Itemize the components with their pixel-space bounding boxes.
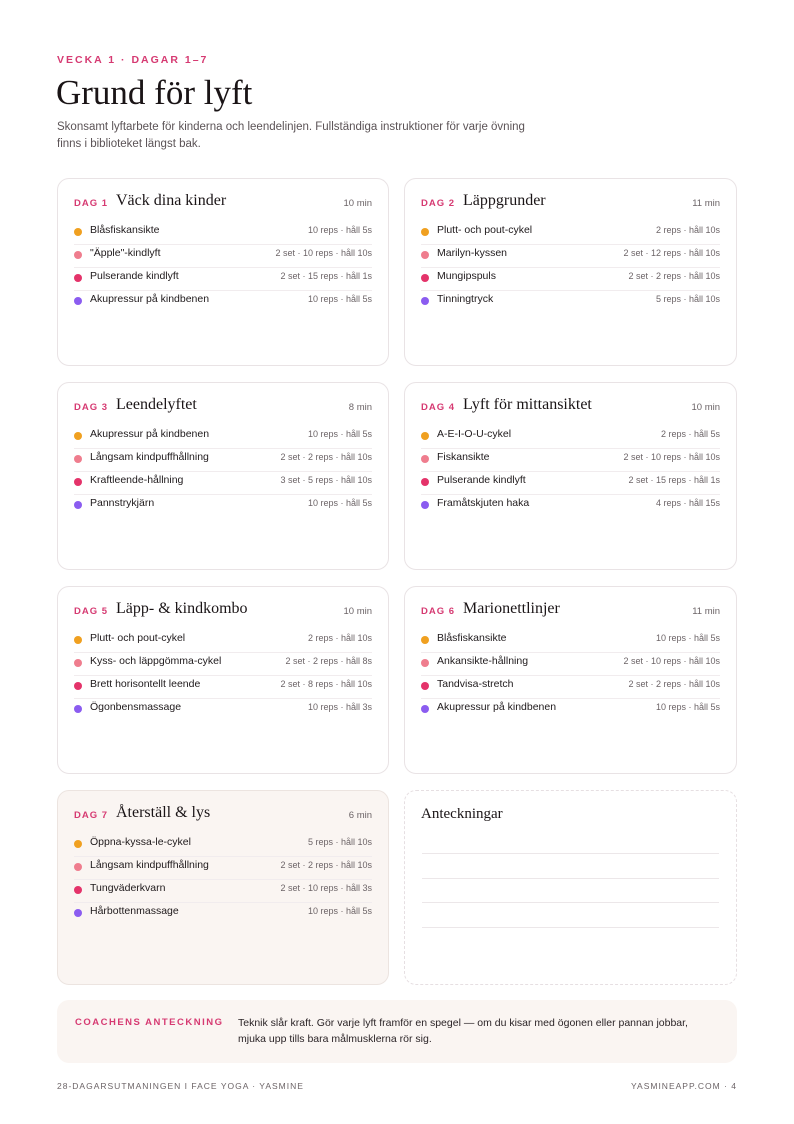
exercise-name: Ankansikte-hållning: [437, 655, 529, 667]
day-card-5: [57, 586, 389, 774]
exercise-spec: 10 reps · håll 5s: [655, 702, 720, 712]
day-tag: DAG 2: [421, 198, 456, 209]
day-title: Läpp- & kindkombo: [116, 600, 248, 617]
dot-magenta: [421, 478, 429, 486]
day-tag: DAG 5: [74, 606, 109, 617]
exercise-spec: 5 reps · håll 10s: [655, 294, 720, 304]
exercise-name: Kyss- och läppgömma-cykel: [90, 655, 222, 667]
exercise-name: Akupressur på kindbenen: [437, 701, 557, 713]
exercise-spec: 2 set · 15 reps · håll 1s: [280, 271, 372, 281]
exercise-row: [421, 699, 720, 722]
day-card-6: [404, 586, 737, 774]
exercise-row: [74, 291, 372, 314]
exercise-row: [74, 426, 372, 449]
dot-orange: [74, 432, 82, 440]
exercise-name: Långsam kindpuffhållning: [90, 859, 209, 871]
day-duration: 11 min: [692, 198, 720, 209]
day-card-4: [404, 382, 737, 570]
exercise-row: [74, 495, 372, 518]
notes-title: Anteckningar: [421, 806, 503, 822]
day-tag: DAG 6: [421, 606, 456, 617]
exercise-name: Pannstrykjärn: [90, 497, 155, 509]
exercise-row: [74, 268, 372, 291]
day-tag: DAG 4: [421, 402, 456, 413]
day-duration: 6 min: [348, 810, 372, 821]
page-title: Grund för lyft: [56, 73, 253, 112]
dot-purple: [421, 501, 429, 509]
day-duration: 10 min: [691, 402, 720, 413]
dot-orange: [421, 228, 429, 236]
exercise-name: Långsam kindpuffhållning: [90, 451, 209, 463]
day-title: Läppgrunder: [463, 192, 546, 209]
exercise-spec: 10 reps · håll 5s: [307, 225, 372, 235]
dot-purple: [74, 501, 82, 509]
note-line: [422, 853, 719, 854]
exercise-spec: 10 reps · håll 5s: [307, 498, 372, 508]
exercise-spec: 10 reps · håll 5s: [307, 906, 372, 916]
exercise-row: [74, 245, 372, 268]
exercise-name: Öppna-kyssa-le-cykel: [90, 836, 191, 848]
exercise-row: [74, 834, 372, 857]
exercise-spec: 2 reps · håll 10s: [307, 633, 372, 643]
exercise-row: [421, 676, 720, 699]
dot-purple: [421, 705, 429, 713]
exercise-name: Akupressur på kindbenen: [90, 293, 210, 305]
exercise-row: [421, 472, 720, 495]
dot-purple: [421, 297, 429, 305]
exercise-name: Akupressur på kindbenen: [90, 428, 210, 440]
dot-purple: [74, 705, 82, 713]
note-line: [422, 927, 719, 928]
exercise-spec: 2 set · 10 reps · håll 10s: [623, 656, 720, 666]
exercise-row: [74, 676, 372, 699]
coach-text: Teknik slår kraft. Gör varje lyft framför en spegel — om du kisar med ögonen eller pannan jobbar, mjuka upp tills bara målmusklerna rör sig.: [238, 1017, 688, 1045]
exercise-spec: 10 reps · håll 3s: [307, 702, 372, 712]
exercise-name: A-E-I-O-U-cykel: [437, 428, 512, 440]
day-title: Leendelyftet: [116, 396, 197, 413]
dot-orange: [421, 636, 429, 644]
exercise-name: Plutt- och pout-cykel: [90, 632, 186, 644]
day-card-3: [57, 382, 389, 570]
exercise-spec: 5 reps · håll 10s: [307, 837, 372, 847]
exercise-spec: 10 reps · håll 5s: [307, 429, 372, 439]
day-tag: DAG 1: [74, 198, 109, 209]
coach-label: COACHENS ANTECKNING: [75, 1017, 224, 1028]
exercise-name: Blåsfiskansikte: [90, 224, 160, 236]
exercise-row: [74, 880, 372, 903]
exercise-spec: 2 set · 2 reps · håll 10s: [628, 679, 720, 689]
day-card-2: [404, 178, 737, 366]
day-tag: DAG 3: [74, 402, 109, 413]
exercise-name: Marilyn-kyssen: [437, 247, 508, 259]
exercise-row: [421, 222, 720, 245]
exercise-row: [421, 426, 720, 449]
day-tag: DAG 7: [74, 810, 109, 821]
exercise-name: Mungipspuls: [437, 270, 496, 282]
exercise-row: [421, 291, 720, 314]
exercise-row: [421, 495, 720, 518]
exercise-row: [74, 653, 372, 676]
exercise-name: "Äpple"-kindlyft: [90, 247, 161, 259]
exercise-spec: 3 set · 5 reps · håll 10s: [280, 475, 372, 485]
exercise-name: Pulserande kindlyft: [90, 270, 179, 282]
exercise-row: [421, 245, 720, 268]
dot-magenta: [421, 274, 429, 282]
exercise-spec: 2 set · 15 reps · håll 1s: [628, 475, 720, 485]
dot-orange: [421, 432, 429, 440]
day-title: Marionettlinjer: [463, 600, 560, 617]
exercise-row: [74, 903, 372, 926]
exercise-name: Pulserande kindlyft: [437, 474, 526, 486]
day-card-1: [57, 178, 389, 366]
dot-pink: [74, 455, 82, 463]
notes-box[interactable]: [404, 790, 737, 985]
dot-magenta: [421, 682, 429, 690]
footer-left: 28-DAGARSUTMANINGEN I FACE YOGA · YASMINE: [57, 1081, 304, 1091]
day-title: Återställ & lys: [116, 804, 211, 821]
exercise-spec: 2 reps · håll 10s: [655, 225, 720, 235]
exercise-spec: 2 set · 2 reps · håll 10s: [280, 452, 372, 462]
exercise-name: Fiskansikte: [437, 451, 490, 463]
dot-pink: [74, 659, 82, 667]
exercise-name: Hårbottenmassage: [90, 905, 179, 917]
exercise-name: Ögonbensmassage: [90, 701, 182, 713]
note-line: [422, 902, 719, 903]
exercise-spec: 2 set · 2 reps · håll 10s: [280, 860, 372, 870]
exercise-row: [74, 472, 372, 495]
dot-purple: [74, 297, 82, 305]
dot-pink: [421, 455, 429, 463]
dot-magenta: [74, 886, 82, 894]
dot-magenta: [74, 478, 82, 486]
exercise-row: [74, 630, 372, 653]
day-title: Lyft för mittansiktet: [463, 396, 592, 413]
exercise-spec: 10 reps · håll 5s: [655, 633, 720, 643]
dot-pink: [421, 659, 429, 667]
exercise-name: Tungväderkvarn: [90, 882, 166, 894]
exercise-name: Blåsfiskansikte: [437, 632, 507, 644]
exercise-row: [74, 699, 372, 722]
exercise-spec: 2 set · 10 reps · håll 10s: [623, 452, 720, 462]
exercise-spec: 2 set · 8 reps · håll 10s: [280, 679, 372, 689]
day-card-7: [57, 790, 389, 985]
exercise-row: [421, 630, 720, 653]
exercise-spec: 2 set · 10 reps · håll 3s: [280, 883, 372, 893]
day-duration: 11 min: [692, 606, 720, 617]
exercise-spec: 4 reps · håll 15s: [655, 498, 720, 508]
exercise-name: Brett horisontellt leende: [90, 678, 201, 690]
dot-orange: [74, 636, 82, 644]
exercise-name: Plutt- och pout-cykel: [437, 224, 533, 236]
exercise-row: [421, 449, 720, 472]
exercise-row: [74, 857, 372, 880]
exercise-spec: 2 set · 12 reps · håll 10s: [623, 248, 720, 258]
exercise-row: [74, 222, 372, 245]
coach-note: [57, 1000, 737, 1063]
day-duration: 10 min: [343, 198, 372, 209]
note-line: [422, 878, 719, 879]
dot-orange: [74, 840, 82, 848]
footer-right: YASMINEAPP.COM · 4: [630, 1081, 737, 1091]
dot-orange: [74, 228, 82, 236]
exercise-name: Framåtskjuten haka: [437, 497, 530, 509]
dot-pink: [74, 863, 82, 871]
exercise-row: [74, 449, 372, 472]
day-duration: 8 min: [348, 402, 372, 413]
exercise-row: [421, 653, 720, 676]
page-intro: Skonsamt lyftarbete för kinderna och leendelinjen. Fullständiga instruktioner för varje övning finns i biblioteket längst bak.: [57, 121, 525, 150]
dot-pink: [421, 251, 429, 259]
dot-magenta: [74, 274, 82, 282]
exercise-spec: 2 set · 2 reps · håll 8s: [285, 656, 372, 666]
exercise-name: Kraftleende-hållning: [90, 474, 184, 486]
exercise-spec: 10 reps · håll 5s: [307, 294, 372, 304]
page-eyebrow: VECKA 1 · DAGAR 1–7: [57, 54, 209, 66]
dot-purple: [74, 909, 82, 917]
exercise-name: Tinningtryck: [437, 293, 494, 305]
dot-pink: [74, 251, 82, 259]
exercise-spec: 2 set · 10 reps · håll 10s: [275, 248, 372, 258]
day-duration: 10 min: [343, 606, 372, 617]
exercise-spec: 2 reps · håll 5s: [660, 429, 720, 439]
exercise-row: [421, 268, 720, 291]
exercise-spec: 2 set · 2 reps · håll 10s: [628, 271, 720, 281]
dot-magenta: [74, 682, 82, 690]
day-title: Väck dina kinder: [116, 192, 227, 209]
exercise-name: Tandvisa-stretch: [437, 678, 514, 690]
